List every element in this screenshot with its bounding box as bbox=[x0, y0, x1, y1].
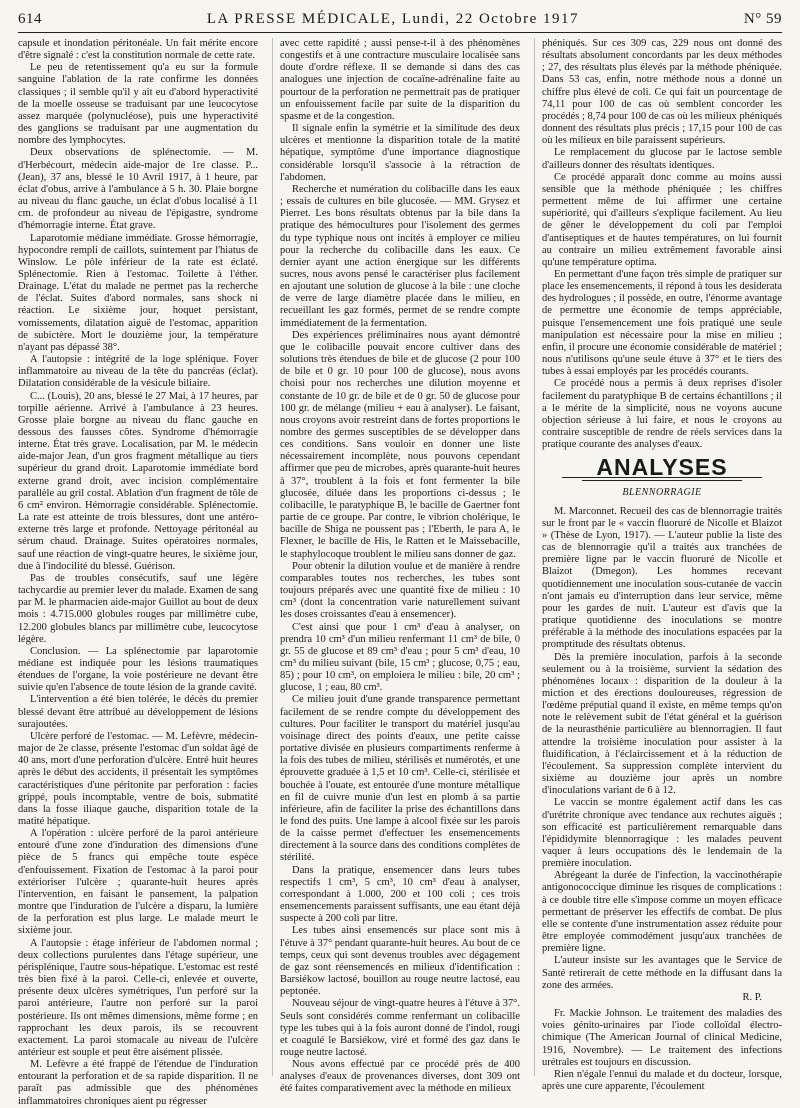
paragraph: A l'autopsie : intégrité de la loge splénique. Foyer inflammatoire au niveau de la tête du pancréas (éclat). Dilatation considérable de la vésicule biliaire. bbox=[18, 354, 258, 390]
issue-number: N° 59 bbox=[743, 10, 782, 27]
paragraph: A l'opération : ulcère perforé de la paroi antérieure entouré d'une zone d'induration des dimensions d'une pièce de 5 francs qui empêche toute espèce d'enfouissement. Fixation de l'estomac à la paroi pour extérioriser l'ulcère ; quarante-huit heures après l'intervention, en faisant le pansement, la palpation montre que l'induration de l'ulcère a disparu, la lumière de la perforation est plus large. Le malade meurt le sixième jour. bbox=[18, 828, 258, 937]
paragraph: C... (Louis), 20 ans, blessé le 27 Mai, à 17 heures, par torpille aérienne. Arrivé à l'ambulance à 23 heures. Grosse plaie borgne au niveau du flanc gauche en dessous des fausses côtes. Syndrome d'hémorragie interne. État très grave. Localisation, par M. le médecin aide-major Jean, d'un gros fragment métallique au tiers supérieur du grand droit. Laparotomie immédiate bord externe grand droit, avec incision complémentaire parallèle au gril costal. Ablation d'un fragment de tôle de 6 cm² environ. Hémorragie considérable. Splénectomie. La rate est atteinte de trois blessures, dont une antéro-externe très large et profonde. Nettoyage péritonéal au sérum chaud. Drainage. Suites opératoires normales, sauf une réaction de vingt-quatre heures, le sixième jour, due à l'indocilité du blessé. Guérison. bbox=[18, 390, 258, 572]
column-1 bbox=[18, 38, 258, 1107]
paragraph: Dans la pratique, ensemencer dans leurs tubes respectifs 1 cm³, 5 cm³, 10 cm³ d'eau à analyser, correspondant à 1.000, 200 et 100 coli ; ces trois ensemencements paraissent suffisants, une eau étant déjà suspecte à 200 coli par litre. bbox=[280, 864, 520, 925]
paragraph: Des expériences préliminaires nous ayant démontré que le colibacille pouvait encore cultiver dans des solutions très étendues de bile et de glucose (2 pour 100 de bile et 0 gr. 10 pour 100 de glucose), nous avons choisi pour nos recherches une dilution moyenne et constante de 10 gr. de bile et de 0 gr. 50 de glucose pour 100 gr. de mélange (milieu + eau à analyser). Le faisant, nous croyons avoir restreint dans de fortes proportions le nombre des germes susceptibles de se développer dans ces conditions. Sans vouloir en donner une liste nécessairement incomplète, nous pouvons cependant affirmer que peu de microbes, après quarante-huit heures à 37°, troublent à la fois et font fermenter la bile glucosée, diluée dans les proportions ci-dessus ; le colibacille, le paratyphique B, le bacille de Gaertner font partie de ce groupe. Par contre, le vibrion cholérique, le bacille de Shiga ne poussent pas ; l'Eberth, le para A, le Flexner, le bacille de His, le Ratten et le Maissebacille, le staphylocoque troublent le milieu sans donner de gaz. bbox=[280, 329, 520, 560]
journal-title: LA PRESSE MÉDICALE, Lundi, 22 Octobre 1917 bbox=[206, 10, 580, 27]
paragraph: M. Marconnet. Recueil des cas de blennorragie traités sur le front par le « vaccin fluoruré de Nicolle et Blaizot » (Thèse de Lyon, 1917). — L'auteur publie la liste des cas de blennorragie qu'il a traités aux tranchées de première ligne par le vaccin fluoruré de Nicolle et Blaizot (Dmegon). Les hommes recevant quotidiennement une inoculation sous-cutanée de vaccin n'ont jamais eu d'interruption dans leur service, même pour les gardes de nuit. L'auteur est d'avis que la pratique quotidienne des inoculations se montre préférable à la méthode des inoculations espacées par la promptitude des résultats obtenus. bbox=[542, 505, 782, 651]
paragraph: Rien n'égale l'ennui du malade et du docteur, lorsque, après une cure apparente, l'écoulement bbox=[542, 1068, 782, 1092]
paragraph-ulcere: Ulcère perforé de l'estomac. — M. Lefèvre, médecin-major de 2e classe, présente l'estomac d'un soldat âgé de 40 ans, mort d'une perforation d'ulcère. Entré huit heures après le début des accidents, il présentait les symptômes caractéristiques d'une péritonite par perforation : facies grippé, pouls incomptable, ventre de bois, submatité dans la fosse iliaque gauche, disparition totale de la matité hépatique. bbox=[18, 730, 258, 827]
subsection-heading: BLENNORRAGIE bbox=[622, 487, 702, 499]
paragraph: C'est ainsi que pour 1 cm³ d'eau à analyser, on prendra 10 cm³ d'un milieu renfermant 11 cm³ de bile, 0 gr. 55 de glucose et 89 cm³ d'eau ; pour 5 cm³ d'eau, 10 cm³ du milieu suivant (bile, 15 cm³ ; glucose, 0,75 ; eau, 85) ; pour 10 cm³, on emploiera le milieu : bile, 20 cm³ ; glucose, 1 ; eau, 80 cm³. bbox=[280, 621, 520, 694]
page-number: 614 bbox=[18, 10, 42, 27]
analyses-heading: ANALYSES bbox=[596, 454, 728, 481]
page-header bbox=[18, 6, 782, 33]
text-columns bbox=[18, 38, 782, 1107]
paragraph: Ce procédé nous a permis à deux reprises d'isoler facilement du paratyphique B de certains échantillons ; il a le mérite de la simplicité, nous ne voyons aucune objection sérieuse à lui faire, et nous le croyons au contraire susceptible de rendre de réels services dans la pratique courante des analyses d'eaux. bbox=[542, 378, 782, 451]
paragraph: Ce procédé apparaît donc comme au moins aussi sensible que la méthode phéniquée ; les chiffres permettent même de lui affirmer une certaine supériorité, qui d'ailleurs s'explique facilement. Au lieu de gêner le développement du coli par l'emploi d'antiseptiques et de hautes températures, on lui fournit au contraire un milieu extrêmement favorable ainsi qu'une température optima. bbox=[542, 171, 782, 268]
paragraph: Nous avons effectué par ce procédé près de 400 analyses d'eaux de provenances diverses, dont 309 ont été faites comparativement avec la méthode en milieux bbox=[280, 1059, 520, 1095]
paragraph-conclusion: Conclusion. — La splénectomie par laparotomie médiane est indiquée pour les lésions traumatiques étendues de l'organe, la voie postérieure ne devant être suivie qu'en l'absence de toute lésion de la grande cavité. bbox=[18, 645, 258, 694]
paragraph: Dès la première inoculation, parfois à la seconde seulement ou à la troisième, survient la sédation des phénomènes locaux : disparition de la douleur à la miction et des érections douloureuses, régression de l'œdème préputial quand il existe, en même temps qu'on note le relèvement subit de l'état général et la guérison de la neurasthénie particulière au blennorragien. Il faut attendre la troisième inoculation pour assister à la fluidification, à l'éclaircissement et à la réduction de l'écoulement. Sa suppression complète intervient du sixième au douzième jour après un nombre d'inoculations variant de 6 à 12. bbox=[542, 651, 782, 797]
paragraph: Laparotomie médiane immédiate. Grosse hémorragie, hypocondre rempli de caillots, suintement par l'hiatus de Winslow. Le pôle inférieur de la rate est éclaté. Splénectomie. Rien à l'estomac. Toilette à l'éther. Drainage. L'état du malade ne permet pas la recherche de l'éclat. Suites d'abord normales, sans shock ni réaction. Le sixième jour, hoquet persistant, vomissements, dilatation aiguë de l'estomac, apparition de subictère. Mort le douzième jour, la température n'ayant pas dépassé 38°. bbox=[18, 232, 258, 353]
paragraph: L'intervention a été bien tolérée, le décès du premier blessé devant être attribué au développement de lésions surajoutées. bbox=[18, 694, 258, 730]
paragraph: A l'autopsie : étage inférieur de l'abdomen normal ; deux collections purulentes dans l'étage supérieur, une périsplénique, l'autre sous-hépatique. L'estomac est resté très bien fixé à la paroi. Celle-ci, enlevée et ouverte, présente deux ulcères symétriques, l'un perforé sur la paroi antérieure, l'autre non perforé sur la paroi postérieure. Ils ont mêmes dimensions, même forme ; en rapprochant les deux parois, ils se recouvrent exactement. La paroi stomacale au niveau de l'ulcère antérieur est souple et peut être aisément plissée. bbox=[18, 937, 258, 1058]
paragraph: capsule et inondation péritonéale. Un fait mérite encore d'être signalé : c'est la constitution normale de cette rate. bbox=[18, 38, 258, 62]
column-2 bbox=[272, 38, 520, 1095]
paragraph: Le peu de retentissement qu'a eu sur la formule sanguine l'ablation de la rate confirme les données classiques ; il semble qu'il y ait eu d'abord hyperactivité de la moelle osseuse se traduisant par une leucocytose assez marquée (polynucléose), puis une hyperactivité des ganglions se traduisant par une augmentation du nombre des lymphocytes. bbox=[18, 62, 258, 147]
paragraph: Ce milieu jouit d'une grande transparence permettant facilement de se rendre compte du développement des cultures. Pour faciliter le transport du matériel jusqu'au voisinage direct des points d'eaux, une petite caisse portative divisée en plusieurs compartiments renferme à la fois des tubes de milieu, stérilisés et numérotés, et une éprouvette graduée à 1,5 et 10 cm³. Celle-ci, stérilisée et bouchée à l'ouate, est entourée d'une monture métallique en fil de cuivre munie d'un lest en plomb à sa partie inférieure, afin de faciliter la prise des échantillons dans le fond des puits. Une lampe à alcool fixée sur les parois de la caisse permet d'effectuer les ensemencements directement à la source dans des conditions complètes de stérilité. bbox=[280, 694, 520, 864]
paragraph: Nouveau séjour de vingt-quatre heures à l'étuve à 37°. Seuls sont considérés comme renfermant un colibacille type les tubes qui à la fois auront donné de l'indol, rougi et coagulé le Barsiékow, viré et formé des gaz dans le rouge neutre lactosé. bbox=[280, 998, 520, 1058]
paragraph: Abrégeant la durée de l'infection, la vaccinothérapie antigonococcique diminue les risques de complications : à ce double titre elle s'impose comme un moyen efficace permettant de préserver les effectifs de combat. De plus elle se contente d'une instrumentation assez réduite pour être employée commodément jusqu'aux tranchées de première ligne. bbox=[542, 870, 782, 955]
paragraph: Le remplacement du glucose par le lactose semble d'ailleurs donner des résultats identiques. bbox=[542, 147, 782, 171]
paragraph-splenectomie: Deux observations de splénectomie. — M. d'Herbécourt, médecin aide-major de 1re classe. P... (Jean), 37 ans, blessé le 10 Avril 1917, à 1 heure, par éclat d'obus, arrive à l'ambulance à 5 h. 30. Plaie borgne au niveau du flanc gauche, un éclat d'obus localisé à 11 cm. de profondeur au niveau de l'épigastre, syndrome d'hémorragie interne. État grave. bbox=[18, 147, 258, 232]
signature: R. P. bbox=[742, 991, 762, 1003]
paragraph-colibacille: Recherche et numération du colibacille dans les eaux ; essais de cultures en bile glucosée. — MM. Grysez et Pierret. Les bons résultats obtenus par la bile dans la pratique des hémocultures pour l'isolement des germes du type typhique nous ont incités à employer ce milieu pour la recherche du colibacille dans les eaux. Ce dernier ayant une action énergique sur les différents sucres, nous avons pensé le caractériser plus facilement en ajoutant une solution de glucose à la bile : une cloche de verre de large diamètre placée dans le milieu, en recueillant les gaz formés, permet de se rendre compte immédiatement de la fermentation. bbox=[280, 183, 520, 329]
paragraph: phéniqués. Sur ces 309 cas, 229 nous ont donné des résultats absolument concordants par les deux méthodes ; 27, des résultats plus élevés par la méthode phéniquée. Dans 53 cas, enfin, notre méthode nous a donné un chiffre plus élevé de coli. Ce qui fait un pourcentage de 74,11 pour 100 de cas où semblent concorder les procédés ; 8,74 pour 100 de cas où les milieux phéniqués donnent des résultats plus précis ; 17,15 pour 100 de cas où les milieux en bile paraissent supérieurs. bbox=[542, 38, 782, 147]
paragraph: Il signale enfin la symétrie et la similitude des deux ulcères et mentionne la disparition totale de la matité hépatique, symptôme d'une importance diagnostique considérable lorsqu'il s'associe à la rétraction de l'abdomen. bbox=[280, 123, 520, 183]
paragraph: Le vaccin se montre également actif dans les cas d'urétrite chronique avec tendance aux rechutes aiguës ; son efficacité est particulièrement remarquable dans l'épididymite blennorragique : les malades peuvent vaquer à leurs occupations dès le lendemain de la première inoculation. bbox=[542, 797, 782, 870]
paragraph: Pour obtenir la dilution voulue et de manière à rendre comparables toutes nos recherches, les tubes sont toujours préparés avec une quantité fixe de milieu : 10 cm³ (dont la concentration varie naturellement suivant les doses croissantes d'eau à ensemencer). bbox=[280, 560, 520, 621]
paragraph: avec cette rapidité ; aussi pense-t-il à des phénomènes congestifs et à une contracture musculaire localisée sans doute d'ordre réflexe. Il se demande si dans des cas analogues une injection de cocaïne-adrénaline faite au pourtour de la perforation ne permettrait pas de pratiquer un enfouissement facile par suite de la disparition du spasme et de la congestion. bbox=[280, 38, 520, 122]
paragraph: Les tubes ainsi ensemencés sur place sont mis à l'étuve à 37° pendant quarante-huit heures. Au bout de ce temps, ceux qui sont devenus troubles avec dégagement de gaz sont réensemencés en milieux d'identification : Barsiékow lactosé, bouillon au rouge neutre lactosé, eau peptonée. bbox=[280, 925, 520, 998]
column-3 bbox=[534, 38, 782, 1092]
paragraph: L'auteur insiste sur les avantages que le Service de Santé retirerait de cette méthode en la diffusant dans la zone des armées. bbox=[542, 955, 782, 991]
paragraph: En permettant d'une façon très simple de pratiquer sur place les ensemencements, il répond à tous les desiderata des hydrologues ; il possède, en outre, l'énorme avantage de permettre une économie de temps appréciable, puisque l'ensemencement une fois pratiqué une seule manipulation est nécessaire pour la mise en milieu ; enfin, il procure une économie considérable de matériel ; nous n'utilisons qu'une seule étuve à 37° et le tiers des tubes à essai employés par les procédés courants. bbox=[542, 268, 782, 378]
paragraph: Fr. Mackie Johnson. Le traitement des maladies des voies génito-urinaires par l'iode colloïdal électro-chimique (The American Journal of clinical Medicine, 1916, Novembre). — Le traitement des infections urétrales est toujours en discussion. bbox=[542, 1008, 782, 1068]
paragraph: M. Lefèvre a été frappé de l'étendue de l'induration entourant la perforation et de sa rapide disparition. Il ne paraît pas admissible que des phénomènes inflammatoires chroniques aient pu régresser bbox=[18, 1059, 258, 1107]
paragraph: Pas de troubles consécutifs, sauf une légère tachycardie au premier lever du malade. Examen de sang par M. le pharmacien aide-major Guillot au bout de deux mois : 4.715.000 globules rouges par millimètre cube, 12.200 globules blancs par millimètre cube, leucocytose légère. bbox=[18, 572, 258, 645]
divider bbox=[582, 480, 742, 481]
